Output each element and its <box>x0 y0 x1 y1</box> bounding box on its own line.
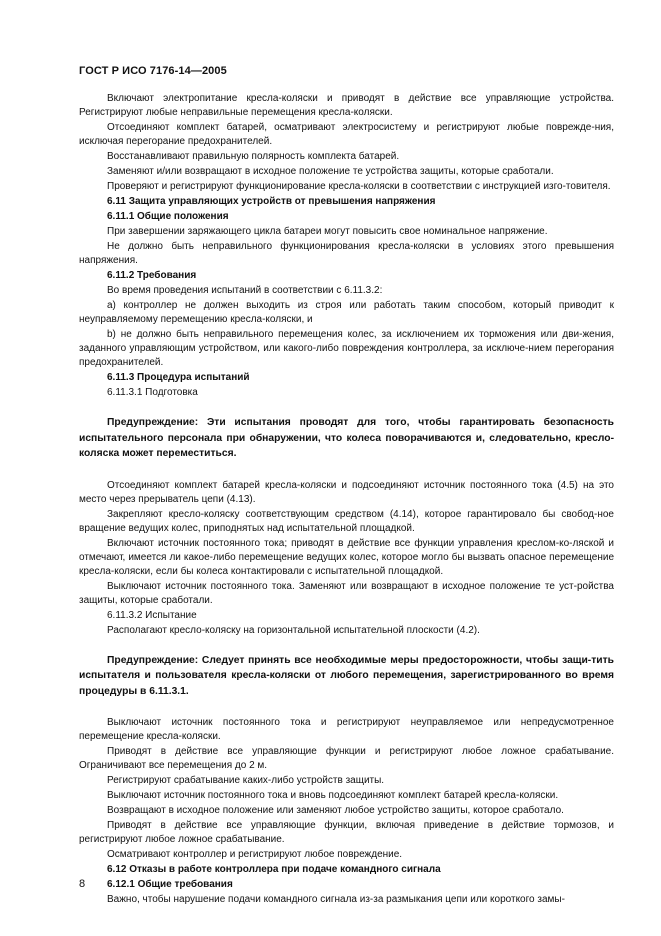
section-heading-6-11: 6.11 Защита управляющих устройств от превышения напряжения <box>107 196 436 207</box>
paragraph: Выключают источник постоянного тока и вновь подсоединяют комплект батарей кресла-коляски. <box>107 790 559 801</box>
paragraph: Располагают кресло-коляску на горизонтальной испытательной плоскости (4.2). <box>107 624 480 636</box>
section-heading-6-12: 6.12 Отказы в работе контроллера при подаче командного сигнала <box>107 864 441 875</box>
paragraph: Выключают источник постоянного тока и регистрируют неуправляемое или непредусмотренное перемещение кресла-коляски. <box>79 717 614 742</box>
page-number: 8 <box>79 878 86 890</box>
paragraph: Осматривают контроллер и регистрируют любое повреждение. <box>107 849 403 860</box>
paragraph: Заменяют и/или возвращают в исходное положение те устройства защиты, которые сработали. <box>107 166 554 177</box>
paragraph: Закрепляют кресло-коляску соответствующим средством (4.14), которое гарантировало бы свобод-ное вращение ведущих колес, приподнятых над испытательной площадкой. <box>79 508 614 534</box>
paragraph: Не должно быть неправильного функционирования кресла-коляски в условиях этого превышения напряжения. <box>79 241 614 266</box>
section-heading-6-12-1: 6.12.1 Общие требования <box>107 879 233 890</box>
paragraph: Отсоединяют комплект батарей, осматривают электросистему и регистрируют любые поврежде-ния, исключая перегорание предохранителей. <box>79 122 614 147</box>
paragraph: Приводят в действие все управляющие функции, включая приведение в действие тормозов, и регистрируют любое ложное срабатывание. <box>79 820 614 845</box>
paragraph: Включают электропитание кресла-коляски и приводят в действие все управляющие устройства. Регистрируют любые неправильные перемещения кресла-коляски. <box>79 93 614 118</box>
section-heading-6-11-2: 6.11.2 Требования <box>107 270 197 281</box>
list-item-a: a) контроллер не должен выходить из строя или работать таким способом, который приводит к неуправляемому перемещению кресла-коляски, и <box>79 300 614 325</box>
page-content <box>79 92 614 908</box>
paragraph: Во время проведения испытаний в соответствии с 6.11.3.2: <box>107 285 383 296</box>
section-heading-6-11-1: 6.11.1 Общие положения <box>107 211 229 222</box>
paragraph: Возвращают в исходное положение или заменяют любое устройство защиты, которое сработало. <box>107 805 564 816</box>
section-heading-6-11-3: 6.11.3 Процедура испытаний <box>107 372 250 383</box>
paragraph: Включают источник постоянного тока; приводят в действие все функции управления креслом-ко-ляской и отмечают, имеется ли какое-либо перемещение ведущих колес, которое могло бы вызвать опасное перемещение кресла-коляски, если бы колеса контактировали с испытательной площадкой. <box>79 537 614 577</box>
warning-2: Предупреждение: Следует принять все необходимые меры предосторожности, чтобы защи-тить испытателя и пользователя кресла-коляски от любого перемещения, зарегистрированного во время процедуры в 6.11.3.1. <box>79 654 614 697</box>
warning-1: Предупреждение: Эти испытания проводят для того, чтобы гарантировать безопасность испытательного персонала при обнаружении, что колеса поворачиваются и, следовательно, кресло-коляска может переместиться. <box>79 417 614 459</box>
list-item-b: b) не должно быть неправильного перемещения колес, за исключением их торможения или дви-жения, заданного управляющим устройством, или какого-либо повреждения контроллера, за исключе-нием перегорания предохранителей. <box>79 329 614 368</box>
paragraph: Выключают источник постоянного тока. Заменяют или возвращают в исходное положение те уст-ройства защиты, которые сработали. <box>79 580 614 606</box>
paragraph: Отсоединяют комплект батарей кресла-коляски и подсоединяют источник постоянного тока (4.5) на это место через прерыватель цепи (4.13). <box>79 479 614 505</box>
section-heading-6-11-3-2: 6.11.3.2 Испытание <box>107 609 197 621</box>
paragraph: Восстанавливают правильную полярность комплекта батарей. <box>107 151 400 162</box>
paragraph: Проверяют и регистрируют функционирование кресла-коляски в соответствии с инструкцией изго-товителя. <box>107 181 611 192</box>
standard-header: ГОСТ Р ИСО 7176-14—2005 <box>79 65 227 77</box>
paragraph: При завершении заряжающего цикла батареи могут повысить свое номинальное напряжение. <box>107 226 548 237</box>
section-heading-6-11-3-1: 6.11.3.1 Подготовка <box>107 387 198 398</box>
paragraph: Приводят в действие все управляющие функции и регистрируют любое ложное срабатывание. Ограничивают все перемещения до 2 м. <box>79 746 614 771</box>
paragraph: Регистрируют срабатывание каких-либо устройств защиты. <box>107 775 385 786</box>
paragraph: Важно, чтобы нарушение подачи командного сигнала из-за размыкания цепи или короткого замы- <box>107 894 565 905</box>
